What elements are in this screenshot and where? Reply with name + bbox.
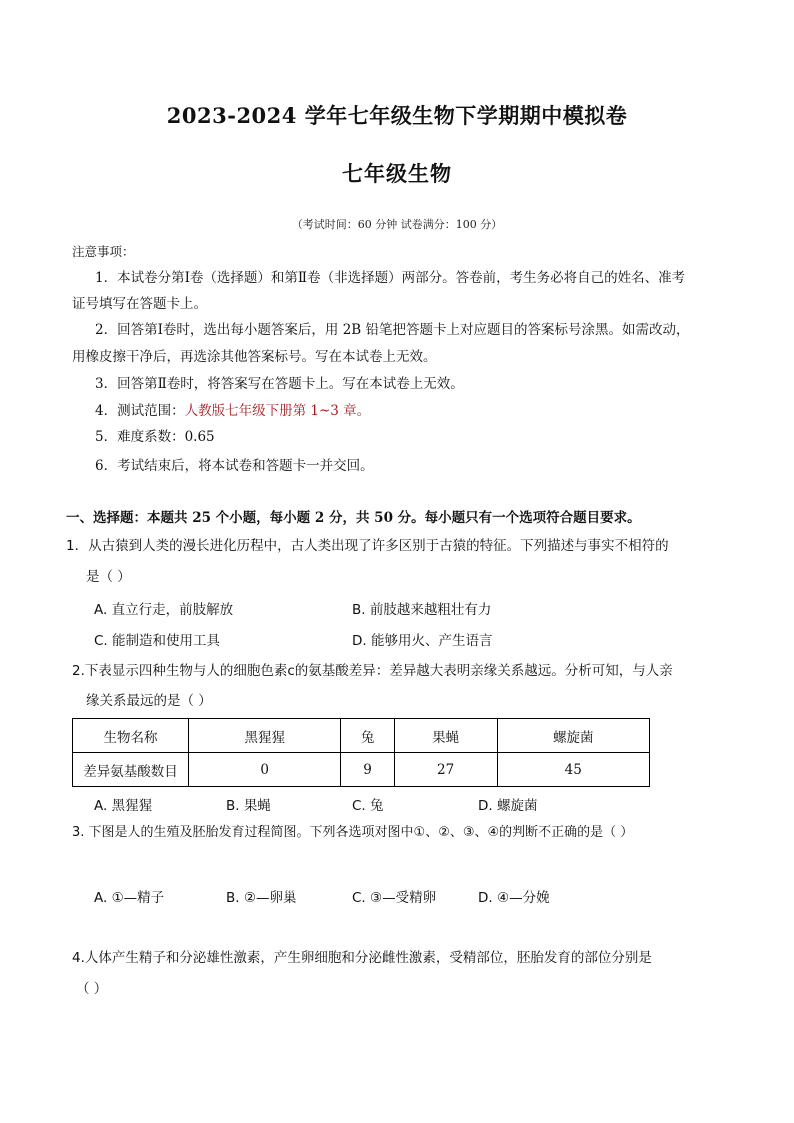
amino-acid-table xyxy=(72,718,650,787)
q3-option-b: B. ②—卵巢 xyxy=(226,890,297,906)
notice-item-4 xyxy=(95,401,370,421)
q1-option-c: C. 能制造和使用工具 xyxy=(94,633,221,649)
q4-stem-line-2: （ ） xyxy=(76,981,108,997)
table-cell: 黑猩猩 xyxy=(189,719,341,753)
table-cell: 果蝇 xyxy=(394,719,497,753)
exam-title: 2023-2024 学年七年级生物下学期期中模拟卷 xyxy=(166,103,628,128)
q1-option-b: B. 前肢越来越粗壮有力 xyxy=(352,602,492,618)
table-cell: 兔 xyxy=(341,719,394,753)
section-1-heading: 一、选择题：本题共 25 个小题，每小题 2 分，共 50 分。每小题只有一个选项符合题目要求。 xyxy=(66,510,641,526)
q3-option-d: D. ④—分娩 xyxy=(478,890,550,906)
exam-subject: 七年级生物 xyxy=(342,161,452,186)
notice-item-6: 6．考试结束后，将本试卷和答题卡一并交回。 xyxy=(95,458,374,474)
q1-stem-line-2: 是（ ） xyxy=(86,569,131,585)
q2-option-d: D. 螺旋菌 xyxy=(478,798,538,814)
table-cell: 0 xyxy=(189,753,341,787)
notice-item-4-prefix: 4．测试范围： xyxy=(95,403,185,419)
test-scope: 人教版七年级下册第 1~3 章。 xyxy=(184,403,371,419)
q2-stem-line-1: 2.下表显示四种生物与人的细胞色素c的氨基酸差异：差异越大表明亲缘关系越远。分析可知，与人亲 xyxy=(72,663,673,679)
q1-option-a: A. 直立行走，前肢解放 xyxy=(94,602,234,618)
notice-item-3: 3．回答第Ⅱ卷时，将答案写在答题卡上。写在本试卷上无效。 xyxy=(95,376,464,392)
table-cell: 9 xyxy=(341,753,394,787)
exam-info: （考试时间：60 分钟 试卷满分：100 分） xyxy=(291,218,503,231)
table-cell: 差异氨基酸数目 xyxy=(73,753,189,787)
q1-stem-line-1: 1．从古猿到人类的漫长进化历程中，古人类出现了许多区别于古猿的特征。下列描述与事实不相符的 xyxy=(66,538,669,554)
table-cell: 45 xyxy=(497,753,649,787)
table-cell: 螺旋菌 xyxy=(497,719,649,753)
notice-item-2-line-1: 2．回答第Ⅰ卷时，选出每小题答案后，用 2B 铅笔把答题卡上对应题目的答案标号涂黑。如需改动， xyxy=(95,322,690,338)
notice-item-5: 5．难度系数：0.65 xyxy=(95,429,215,445)
notice-item-1-line-1: 1．本试卷分第Ⅰ卷（选择题）和第Ⅱ卷（非选择题）两部分。答卷前，考生务必将自己的姓名、准考 xyxy=(95,270,686,286)
table-row xyxy=(73,753,650,787)
notice-heading: 注意事项： xyxy=(72,244,135,259)
q2-option-c: C. 兔 xyxy=(352,798,384,814)
q2-stem-line-2: 缘关系最远的是（ ） xyxy=(86,693,212,709)
notice-item-1-line-2: 证号填写在答题卡上。 xyxy=(72,296,207,312)
notice-item-2-line-2: 用橡皮擦干净后，再选涂其他答案标号。写在本试卷上无效。 xyxy=(72,349,437,365)
q3-option-c: C. ③—受精卵 xyxy=(352,890,437,906)
q2-option-a: A. 黑猩猩 xyxy=(94,798,153,814)
table-cell: 27 xyxy=(394,753,497,787)
q1-option-d: D. 能够用火、产生语言 xyxy=(352,633,493,649)
table-cell: 生物名称 xyxy=(73,719,189,753)
table-row xyxy=(73,719,650,753)
q4-stem-line-1: 4.人体产生精子和分泌雄性激素，产生卵细胞和分泌雌性激素，受精部位，胚胎发育的部位分别是 xyxy=(72,950,652,966)
q3-option-a: A. ①—精子 xyxy=(94,890,165,906)
q3-stem: 3. 下图是人的生殖及胚胎发育过程简图。下列各选项对图中①、②、③、④的判断不正确的是（ ） xyxy=(72,825,634,840)
q2-option-b: B. 果蝇 xyxy=(226,798,271,814)
